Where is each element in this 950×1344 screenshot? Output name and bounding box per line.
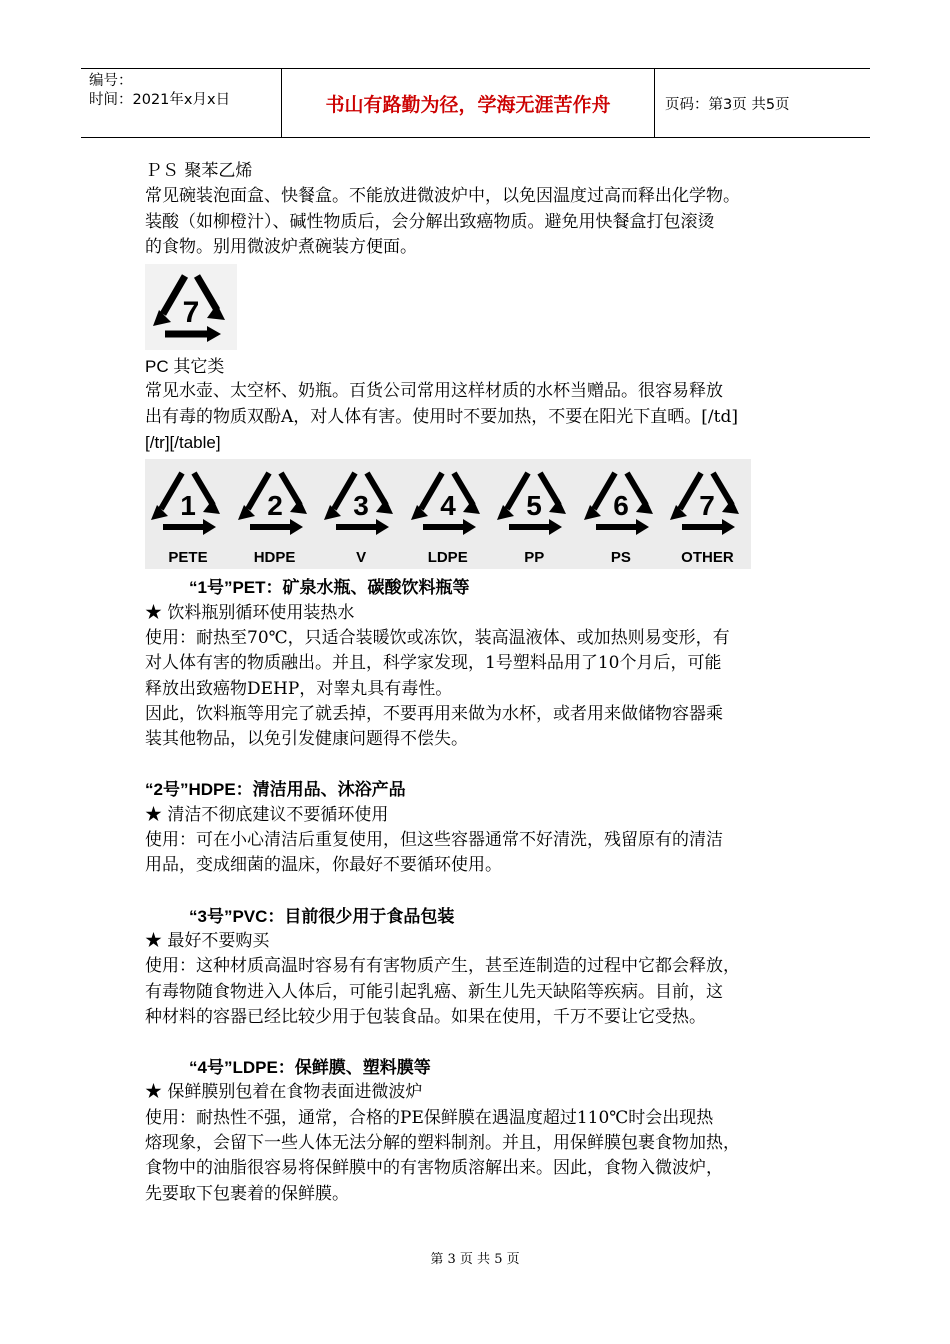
ps-line: 的食物。别用微波炉煮碗装方便面。 (145, 236, 417, 257)
symbol-number: 5 (526, 490, 543, 522)
ps-title: ＰＳ 聚苯乙烯 (145, 161, 253, 181)
recycle-triangle-icon (578, 463, 664, 541)
section-line: 使用：这种材质高温时容易有有害物质产生，甚至连制造的过程中它都会释放， (145, 956, 740, 977)
symbol-number: 3 (353, 490, 369, 522)
document-body (145, 159, 815, 1207)
symbol-label: HDPE (253, 549, 296, 567)
recycle-triangle-icon (664, 463, 750, 541)
section-line: 熔现象，会留下一些人体无法分解的塑料制剂。并且，用保鲜膜包裹食物加热， (145, 1133, 740, 1154)
pc-title: PC 其它类 (145, 357, 225, 377)
section-line: 因此，饮料瓶等用完了就丢掉，不要再用来做为水杯，或者用来做储物容器乘 (145, 703, 723, 724)
symbol-number: 6 (613, 490, 629, 522)
recycle-symbol (232, 459, 318, 569)
section-heading: “3号”PVC：目前很少用于食品包装 (189, 906, 455, 926)
section-line: 对人体有害的物质融出。并且，科学家发现，1号塑料品用了10个月后，可能 (145, 653, 722, 674)
header-left-cell (81, 69, 282, 137)
header-motto: 书山有路勤为径，学海无涯苦作舟 (282, 69, 655, 137)
recycle-triangle-icon (145, 264, 237, 350)
recycle-triangle-icon (491, 463, 577, 541)
section-star-note: ★ 保鲜膜别包着在食物表面进微波炉 (145, 1082, 423, 1103)
section-line: 先要取下包裹着的保鲜膜。 (145, 1183, 349, 1204)
section-line: 使用：耐热性不强，通常，合格的PE保鲜膜在遇温度超过110℃时会出现热 (145, 1107, 714, 1128)
symbol-label: OTHER (681, 549, 734, 567)
symbol-number: 4 (439, 490, 456, 522)
recycle-triangle-icon (318, 463, 404, 541)
section-heading: “1号”PET：矿泉水瓶、碳酸饮料瓶等 (189, 578, 470, 598)
recycle-symbol (405, 459, 491, 569)
recycle-symbol (318, 459, 404, 569)
recycle-symbol (145, 459, 231, 569)
number-label: 编号： (89, 73, 133, 89)
section-heading: “4号”LDPE：保鲜膜、塑料膜等 (189, 1058, 431, 1078)
section-heading: “2号”HDPE：清洁用品、沐浴产品 (145, 780, 406, 800)
pc-line: 常见水壶、太空杯、奶瓶。百货公司常用这样材质的水杯当赠品。很容易释放 (145, 381, 723, 402)
section-line: 释放出致癌物DEHP，对睾丸具有毒性。 (145, 678, 453, 699)
section-line: 种材料的容器已经比较少用于包装食品。如果在使用，千万不要让它受热。 (145, 1006, 706, 1027)
section-line: 使用：耐热至70℃，只适合装暖饮或冻饮，装高温液体、或加热则易变形，有 (145, 627, 730, 648)
symbol-number: 7 (699, 490, 716, 522)
section-star-note: ★ 最好不要购买 (145, 930, 270, 951)
symbol-label: PP (524, 549, 545, 567)
symbol-label: PS (610, 549, 631, 567)
section-line: 用品，变成细菌的温床，你最好不要循环使用。 (145, 855, 502, 876)
section-star-note: ★ 饮料瓶别循环使用装热水 (145, 602, 355, 623)
recycling-symbols-image (145, 459, 751, 569)
symbol-label: LDPE (427, 549, 468, 567)
recycle-triangle-icon (145, 463, 231, 541)
recycle-triangle-icon (405, 463, 491, 541)
recycle-symbol (664, 459, 750, 569)
recycle-triangle-icon (232, 463, 318, 541)
recycle-7-symbol-image (145, 264, 237, 350)
recycle-symbol (578, 459, 664, 569)
section-line: 食物中的油脂很容易将保鲜膜中的有害物质溶解出来。因此，食物入微波炉， (145, 1158, 723, 1179)
section-star-note: ★ 清洁不彻底建议不要循环使用 (145, 804, 389, 825)
time-label: 时间：2021年x月x日 (89, 92, 231, 108)
ps-line: 常见碗装泡面盒、快餐盒。不能放进微波炉中，以免因温度过高而释出化学物。 (145, 186, 740, 207)
recycle-symbol (491, 459, 577, 569)
header-page-info: 页码：第3页 共5页 (665, 96, 790, 113)
symbol-number: 7 (182, 296, 200, 330)
section-line: 有毒物随食物进入人体后，可能引起乳癌、新生儿先天缺陷等疾病。目前，这 (145, 981, 723, 1002)
page-header (81, 68, 870, 138)
section-line: 装其他物品，以免引发健康问题得不偿失。 (145, 729, 468, 750)
symbol-number: 2 (266, 490, 283, 522)
pc-line: [/tr][/table] (145, 433, 221, 453)
page-footer: 第 3 页 共 5 页 (430, 1252, 520, 1267)
symbol-label: V (356, 549, 367, 567)
ps-line: 装酸（如柳橙汁）、碱性物质后，会分解出致癌物质。避免用快餐盒打包滚烫 (145, 211, 715, 232)
symbol-number: 1 (180, 490, 196, 522)
pc-line: 出有毒的物质双酚A，对人体有害。使用时不要加热，不要在阳光下直晒。[/td] (145, 406, 738, 427)
symbol-label: PETE (168, 549, 208, 567)
section-line: 使用：可在小心清洁后重复使用，但这些容器通常不好清洗，残留原有的清洁 (145, 830, 723, 851)
